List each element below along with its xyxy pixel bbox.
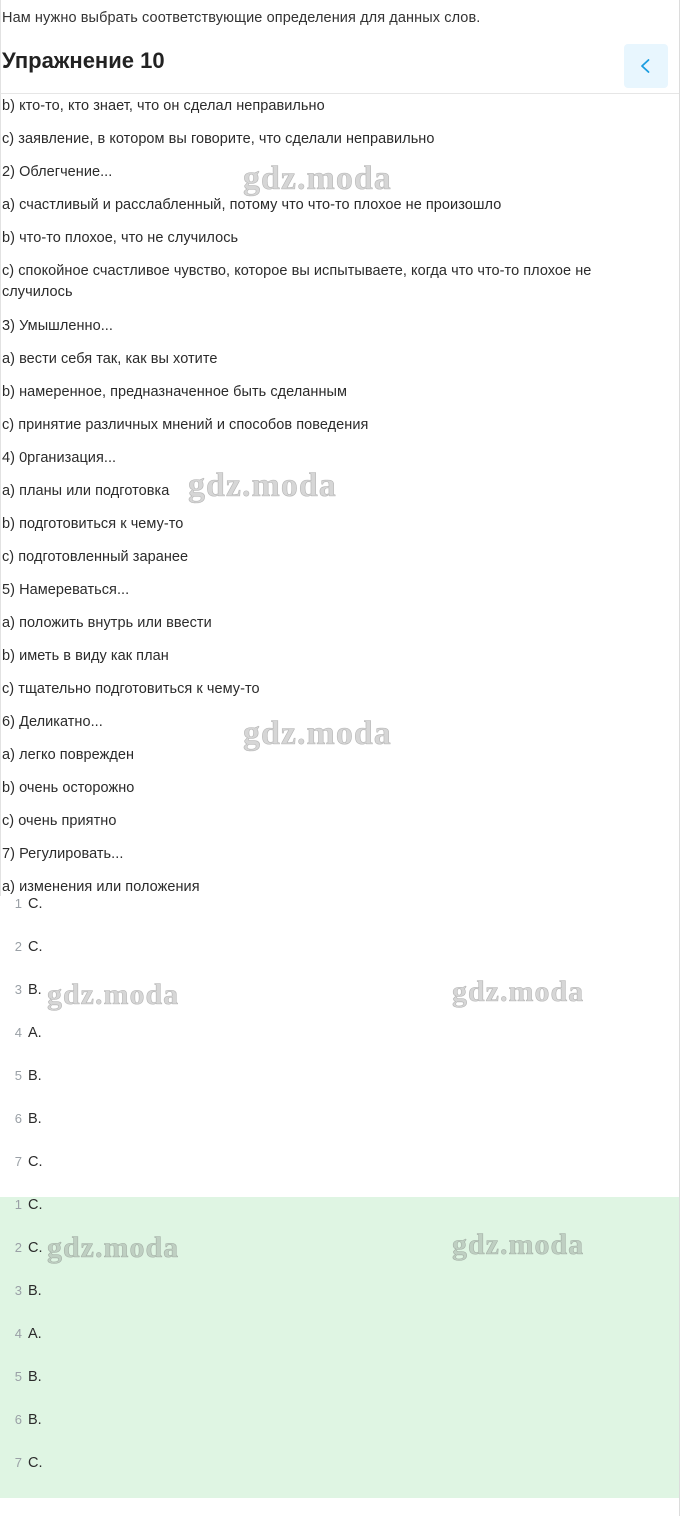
task-line: a) планы или подготовка xyxy=(2,483,170,499)
task-line: b) намеренное, предназначенное быть сделанным xyxy=(2,384,348,400)
answer-row xyxy=(0,1369,680,1412)
answer-value: C. xyxy=(28,1455,43,1471)
exercise-header xyxy=(0,42,680,94)
answer-row xyxy=(0,1455,680,1498)
answer-value: B. xyxy=(28,1111,42,1127)
answer-value: B. xyxy=(28,1068,42,1084)
task-line: c) принятие различных мнений и способов поведения xyxy=(2,417,369,433)
answer-number: 4 xyxy=(14,1326,22,1341)
task-line: 6) Деликатно... xyxy=(2,714,103,730)
watermark: gdz.moda xyxy=(47,978,180,1011)
answer-row xyxy=(0,1240,680,1283)
answer-row xyxy=(0,1197,680,1240)
answer-row xyxy=(0,1326,680,1369)
answers-section xyxy=(0,896,680,1516)
task-line: a) изменения или положения xyxy=(2,879,200,895)
answer-row xyxy=(0,1111,680,1154)
answer-number: 6 xyxy=(14,1412,22,1427)
task-line: b) иметь в виду как план xyxy=(2,648,169,664)
answer-number: 6 xyxy=(14,1111,22,1126)
task-text-block xyxy=(0,96,680,910)
task-line: c) тщательно подготовиться к чему-то xyxy=(2,681,260,697)
task-line: b) кто-то, кто знает, что он сделал неправильно xyxy=(2,98,325,114)
back-button[interactable] xyxy=(624,44,668,88)
page-title: Упражнение 10 xyxy=(2,48,165,73)
answer-number: 5 xyxy=(14,1369,22,1384)
answers-list-top xyxy=(0,896,680,1197)
answer-row xyxy=(0,1412,680,1455)
task-line: 2) Облегчение... xyxy=(2,164,113,180)
watermark: gdz.moda xyxy=(452,975,585,1008)
answer-number: 2 xyxy=(14,939,22,954)
answer-number: 5 xyxy=(14,1068,22,1083)
answer-row xyxy=(0,896,680,939)
answer-row xyxy=(0,1283,680,1326)
task-line: 3) Умышленно... xyxy=(2,318,113,334)
answer-number: 3 xyxy=(14,982,22,997)
answer-value: B. xyxy=(28,1369,42,1385)
answer-value: B. xyxy=(28,1412,42,1428)
intro-text: Нам нужно выбрать соответствующие определения для данных слов. xyxy=(2,10,481,26)
arrow-left-icon xyxy=(636,56,656,76)
answer-value: C. xyxy=(28,939,43,955)
watermark: gdz.moda xyxy=(188,467,337,504)
task-line: b) очень осторожно xyxy=(2,780,135,796)
answer-value: C. xyxy=(28,1154,43,1170)
task-line: c) спокойное счастливое чувство, которое вы испытываете, когда что что-то плохое не случилось xyxy=(2,263,592,300)
task-line: 5) Намереваться... xyxy=(2,582,130,598)
task-line: a) вести себя так, как вы хотите xyxy=(2,351,218,367)
answer-number: 7 xyxy=(14,1154,22,1169)
task-line: b) что-то плохое, что не случилось xyxy=(2,230,239,246)
task-line: a) положить внутрь или ввести xyxy=(2,615,212,631)
answer-value: C. xyxy=(28,896,43,912)
task-line: c) очень приятно xyxy=(2,813,117,829)
answer-number: 4 xyxy=(14,1025,22,1040)
task-line: a) легко поврежден xyxy=(2,747,135,763)
watermark: gdz.moda xyxy=(47,1231,180,1264)
answer-row xyxy=(0,982,680,1025)
answer-value: A. xyxy=(28,1025,42,1041)
answer-row xyxy=(0,1025,680,1068)
task-line: 4) 0рганизация... xyxy=(2,450,117,466)
task-line: b) подготовиться к чему-то xyxy=(2,516,184,532)
answer-row xyxy=(0,1154,680,1197)
answer-number: 3 xyxy=(14,1283,22,1298)
answer-row xyxy=(0,1068,680,1111)
answers-list-highlighted xyxy=(0,1197,680,1498)
answer-value: B. xyxy=(28,982,42,998)
answer-row xyxy=(0,939,680,982)
answer-number: 2 xyxy=(14,1240,22,1255)
answer-value: C. xyxy=(28,1197,43,1213)
answer-number: 1 xyxy=(14,896,22,911)
answer-number: 7 xyxy=(14,1455,22,1470)
watermark: gdz.moda xyxy=(243,715,392,752)
task-line: c) подготовленный заранее xyxy=(2,549,189,565)
answer-value: C. xyxy=(28,1240,43,1256)
watermark: gdz.moda xyxy=(243,160,392,197)
task-line: a) счастливый и расслабленный, потому что что-то плохое не произошло xyxy=(2,197,502,213)
watermark: gdz.moda xyxy=(452,1228,585,1261)
answer-value: B. xyxy=(28,1283,42,1299)
answer-value: A. xyxy=(28,1326,42,1342)
answer-number: 1 xyxy=(14,1197,22,1212)
task-line: 7) Регулировать... xyxy=(2,846,124,862)
task-line: c) заявление, в котором вы говорите, что сделали неправильно xyxy=(2,131,435,147)
